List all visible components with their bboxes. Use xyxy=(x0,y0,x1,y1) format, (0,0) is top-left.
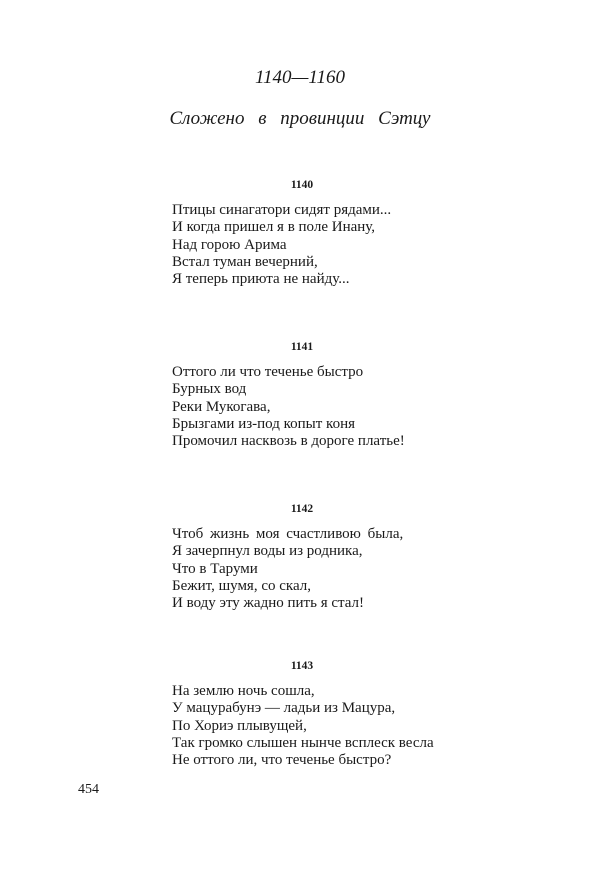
poem-lines xyxy=(172,683,434,769)
poem-line: Брызгами из-под копыт коня xyxy=(172,415,356,432)
poem-line: Оттого ли что теченье быстро xyxy=(172,364,364,380)
poem-line: Так громко слышен нынче всплеск весла xyxy=(172,734,434,751)
poem-line: Чтоб жизнь моя счастливою была, xyxy=(172,526,404,542)
poem-line: Я теперь приюта не найду... xyxy=(172,271,350,288)
poem-line: Я зачерпнул воды из родника, xyxy=(172,543,363,560)
poem-line: По Хориэ плывущей, xyxy=(172,717,307,734)
poem-number: 1142 xyxy=(290,503,314,515)
poem-line: Встал туман вечерний, xyxy=(172,253,318,270)
poem-lines xyxy=(172,526,403,612)
poem-line: У мацурабунэ — ладьи из Мацура, xyxy=(172,700,396,717)
poem-line: Реки Мукогава, xyxy=(172,398,271,415)
poem-number: 1141 xyxy=(290,341,314,353)
poem-line: И воду эту жадно пить я стал! xyxy=(172,595,365,612)
poem-number: 1140 xyxy=(290,179,314,191)
poem-line: Бежит, шумя, со скал, xyxy=(172,577,311,594)
poem-line: И когда пришел я в поле Инану, xyxy=(172,219,376,236)
poem-line: Бурных вод xyxy=(172,381,247,398)
poem-number: 1143 xyxy=(290,660,314,672)
poem-line: Птицы синагатори сидят рядами... xyxy=(172,202,392,218)
poem-line: Не оттого ли, что теченье быстро? xyxy=(172,752,392,769)
section-subtitle: Сложено в провинции Сэтцу xyxy=(169,108,431,129)
section-title: 1140—1160 xyxy=(254,67,346,88)
poem-line: Что в Таруми xyxy=(172,560,258,577)
poem-line: На землю ночь сошла, xyxy=(172,683,315,699)
poem-line: Промочил насквозь в дороге платье! xyxy=(172,433,405,450)
poem-lines xyxy=(172,202,391,288)
poem-lines xyxy=(172,364,405,450)
page-number: 454 xyxy=(78,782,99,797)
poem-line: Над горою Арима xyxy=(172,236,287,253)
